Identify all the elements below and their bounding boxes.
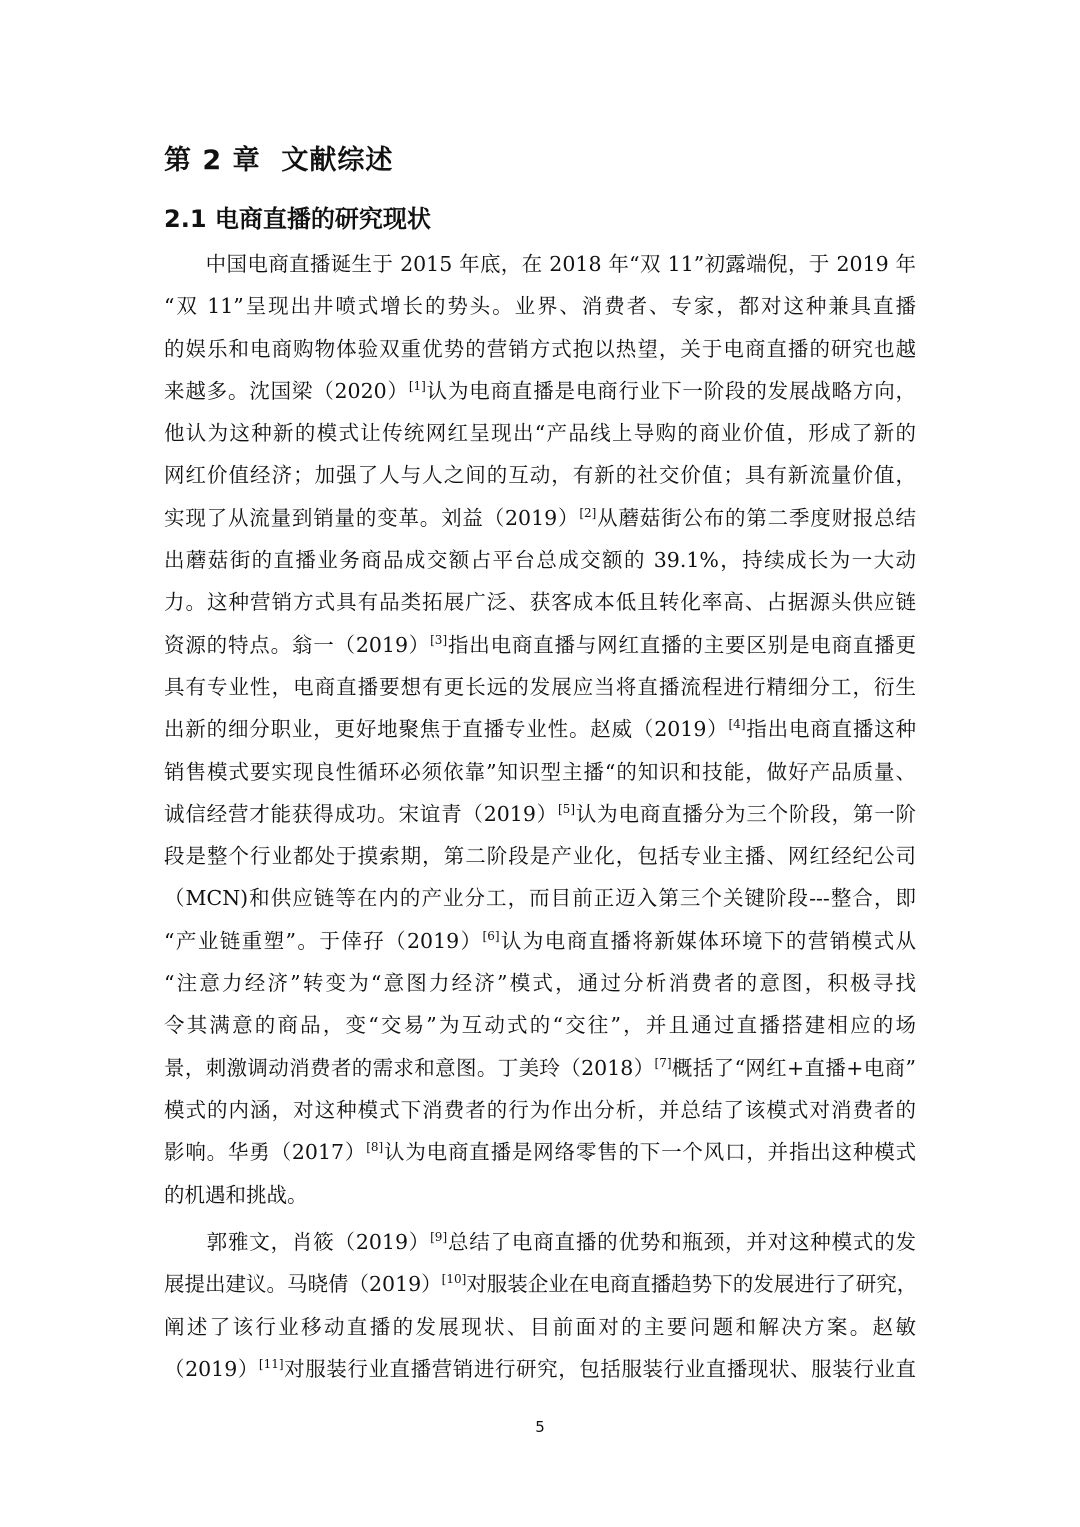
paragraph-1-line: （MCN)和供应链等在内的产业分工，而目前正迈入第三个关键阶段---整合，即	[164, 886, 916, 911]
paragraph-1	[164, 243, 916, 1216]
paragraph-1-line: 诚信经营才能获得成功。宋谊青（2019）[5]认为电商直播分为三个阶段，第一阶	[164, 801, 917, 826]
paragraph-1-line: 的机遇和挑战。	[164, 1182, 308, 1207]
paragraph-2-line: （2019）[11]对服装行业直播营销进行研究，包括服装行业直播现状、服装行业直	[164, 1356, 917, 1381]
paragraph-1-line: “注意力经济”转变为“意图力经济”模式，通过分析消费者的意图，积极寻找	[164, 971, 916, 996]
paragraph-1-line: 来越多。沈国梁（2020）[1]认为电商直播是电商行业下一阶段的发展战略方向，	[164, 378, 917, 403]
paragraph-1-line: 资源的特点。翁一（2019）[3]指出电商直播与网红直播的主要区别是电商直播更	[164, 632, 917, 657]
paragraph-1-line: “双 11”呈现出井喷式增长的势头。业界、消费者、专家，都对这种兼具直播	[164, 294, 916, 319]
paragraph-1-line: “产业链重塑”。于倖孖（2019）[6]认为电商直播将新媒体环境下的营销模式从	[164, 928, 916, 953]
paragraph-1-line: 令其满意的商品，变“交易”为互动式的“交往”，并且通过直播搭建相应的场	[164, 1013, 916, 1038]
paragraph-1-line: 销售模式要实现良性循环必须依靠”知识型主播“的知识和技能，做好产品质量、	[164, 759, 916, 784]
paragraph-1-line: 力。这种营销方式具有品类拓展广泛、获客成本低且转化率高、占据源头供应链	[164, 590, 916, 615]
citation-marker: [5]	[558, 802, 575, 817]
paragraph-1-line: 影响。华勇（2017）[8]认为电商直播是网络零售的下一个风口，并指出这种模式	[164, 1140, 917, 1165]
citation-marker: [2]	[579, 505, 597, 520]
citation-marker: [1]	[408, 379, 426, 394]
citation-marker: [9]	[430, 1230, 448, 1245]
paragraph-2-line: 郭雅文，肖筱（2019）[9]总结了电商直播的优势和瓶颈，并对这种模式的发	[164, 1230, 917, 1254]
paragraph-1-line: 具有专业性，电商直播要想有更长远的发展应当将直播流程进行精细分工，衍生	[164, 674, 916, 699]
section-title: 2.1 电商直播的研究现状	[164, 205, 431, 233]
paragraph-1-line: 出蘑菇街的直播业务商品成交额占平台总成交额的 39.1%，持续成长为一大动	[164, 548, 916, 573]
citation-marker: [3]	[430, 632, 448, 647]
paragraph-1-line: 网红价值经济；加强了人与人之间的互动，有新的社交价值；具有新流量价值，	[164, 463, 916, 488]
citation-marker: [7]	[654, 1055, 672, 1070]
paragraph-1-line: 他认为这种新的模式让传统网红呈现出“产品线上导购的商业价值，形成了新的	[164, 421, 916, 446]
paragraph-1-line: 模式的内涵，对这种模式下消费者的行为作出分析，并总结了该模式对消费者的	[164, 1097, 916, 1122]
citation-marker: [4]	[728, 717, 746, 732]
paragraph-1-line: 中国电商直播诞生于 2015 年底，在 2018 年“双 11”初露端倪，于 2019 年	[164, 252, 916, 276]
paragraph-1-line: 的娱乐和电商购物体验双重优势的营销方式抱以热望，关于电商直播的研究也越	[164, 336, 916, 361]
citation-marker: [11]	[258, 1357, 284, 1372]
paragraph-2-line: 展提出建议。马晓倩（2019）[10]对服装企业在电商直播趋势下的发展进行了研究，	[164, 1272, 918, 1297]
citation-marker: [6]	[482, 928, 500, 943]
chapter-title: 第 2 章 文献综述	[164, 145, 394, 176]
page-number: 5	[535, 1418, 545, 1436]
paragraph-1-line: 出新的细分职业，更好地聚焦于直播专业性。赵威（2019）[4]指出电商直播这种	[164, 717, 917, 742]
paragraph-1-line: 段是整个行业都处于摸索期，第二阶段是产业化，包括专业主播、网红经纪公司	[164, 844, 916, 869]
paragraph-1-line: 景，刺激调动消费者的需求和意图。丁美玲（2018）[7]概括了“网红+直播+电商”	[164, 1055, 916, 1080]
citation-marker: [10]	[441, 1272, 467, 1287]
paragraph-1-line: 实现了从流量到销量的变革。刘益（2019）[2]从蘑菇街公布的第二季度财报总结	[164, 505, 917, 530]
paragraph-2	[164, 1221, 916, 1390]
citation-marker: [8]	[366, 1140, 384, 1155]
paragraph-2-line: 阐述了该行业移动直播的发展现状、目前面对的主要问题和解决方案。赵敏	[164, 1314, 916, 1339]
